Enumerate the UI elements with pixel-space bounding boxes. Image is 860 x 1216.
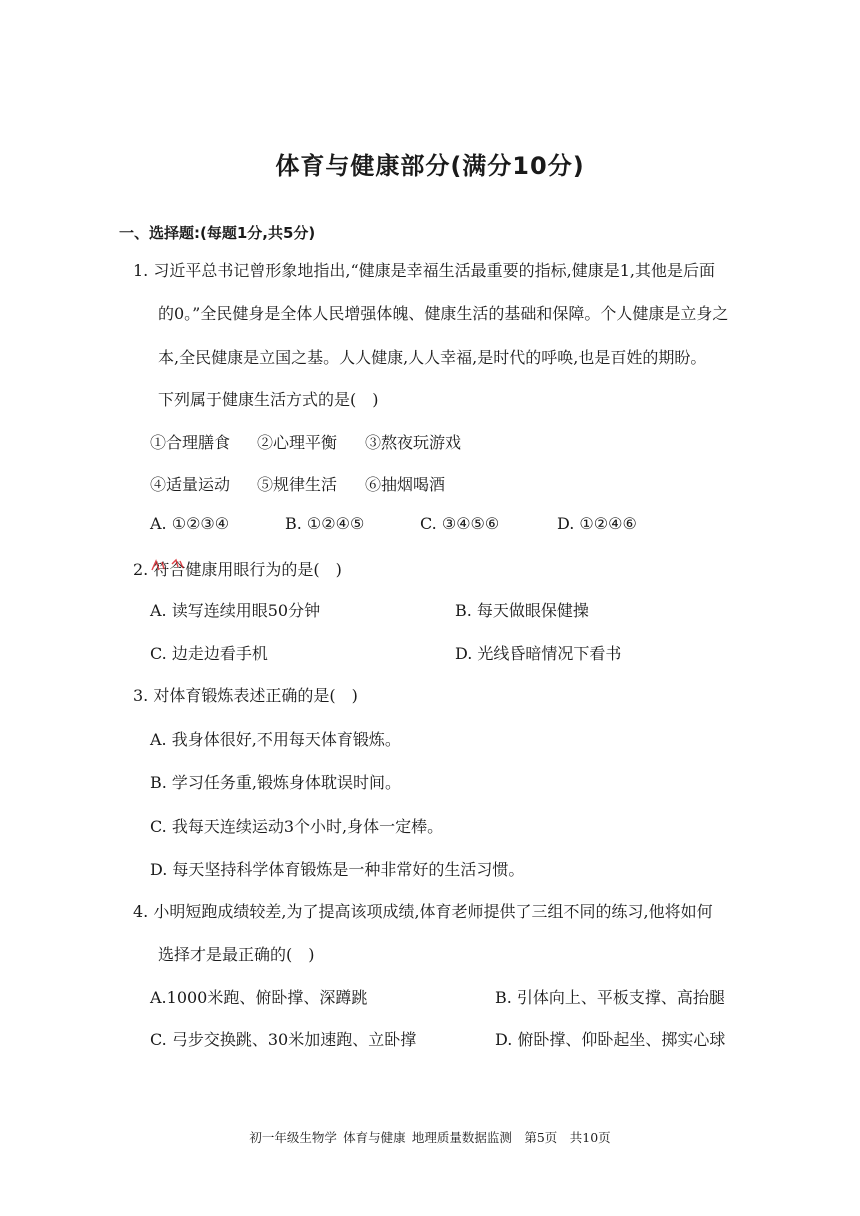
q3-stem: 3. 对体育锻炼表述正确的是( ): [133, 686, 358, 705]
q2-option-a: A. 读写连续用眼50分钟: [150, 601, 321, 620]
q1-option-d: D. ①②④⑥: [557, 514, 637, 533]
red-pen-mark: [150, 558, 190, 574]
q2-stem: 2. 符合健康用眼行为的是( ): [133, 560, 342, 579]
q4-stem-line-2: 选择才是最正确的( ): [158, 945, 315, 964]
q4-stem-line-1: 4. 小明短跑成绩较差,为了提高该项成绩,体育老师提供了三组不同的练习,他将如何: [133, 902, 713, 921]
q2-option-b: B. 每天做眼保健操: [455, 601, 589, 620]
q3-option-b: B. 学习任务重,锻炼身体耽误时间。: [150, 773, 402, 792]
q4-option-d: D. 俯卧撑、仰卧起坐、掷实心球: [495, 1030, 726, 1049]
q1-stem-line-4: 下列属于健康生活方式的是( ): [158, 390, 379, 409]
q1-stem-line-2: 的0。”全民健身是全体人民增强体魄、健康生活的基础和保障。个人健康是立身之: [158, 304, 729, 323]
q1-item-5: ⑤规律生活: [257, 475, 338, 494]
q1-stem-line-3: 本,全民健康是立国之基。人人健康,人人幸福,是时代的呼唤,也是百姓的期盼。: [158, 348, 707, 367]
q1-option-c: C. ③④⑤⑥: [420, 514, 500, 533]
q1-item-1: ①合理膳食: [150, 433, 231, 452]
q3-option-a: A. 我身体很好,不用每天体育锻炼。: [150, 730, 401, 749]
q1-item-3: ③熬夜玩游戏: [365, 433, 462, 452]
q1-item-4: ④适量运动: [150, 475, 231, 494]
q1-item-6: ⑥抽烟喝酒: [365, 475, 446, 494]
q3-option-d: D. 每天坚持科学体育锻炼是一种非常好的生活习惯。: [150, 860, 525, 879]
q4-option-a: A.1000米跑、俯卧撑、深蹲跳: [150, 988, 368, 1007]
q2-option-d: D. 光线昏暗情况下看书: [455, 644, 622, 663]
q1-item-2: ②心理平衡: [257, 433, 338, 452]
q1-option-b: B. ①②④⑤: [285, 514, 365, 533]
page-footer: 初一年级生物学 体育与健康 地理质量数据监测 第5页 共10页: [249, 1130, 611, 1145]
q2-option-c: C. 边走边看手机: [150, 644, 268, 663]
section-heading: 一、选择题:(每题1分,共5分): [119, 224, 316, 242]
page-title: 体育与健康部分(满分10分): [275, 152, 585, 180]
q4-option-b: B. 引体向上、平板支撑、高抬腿: [495, 988, 725, 1007]
q1-option-a: A. ①②③④: [150, 514, 230, 533]
q1-stem-line-1: 1. 习近平总书记曾形象地指出,“健康是幸福生活最重要的指标,健康是1,其他是后面: [133, 261, 715, 280]
q3-option-c: C. 我每天连续运动3个小时,身体一定棒。: [150, 817, 444, 836]
q4-option-c: C. 弓步交换跳、30米加速跑、立卧撑: [150, 1030, 417, 1049]
